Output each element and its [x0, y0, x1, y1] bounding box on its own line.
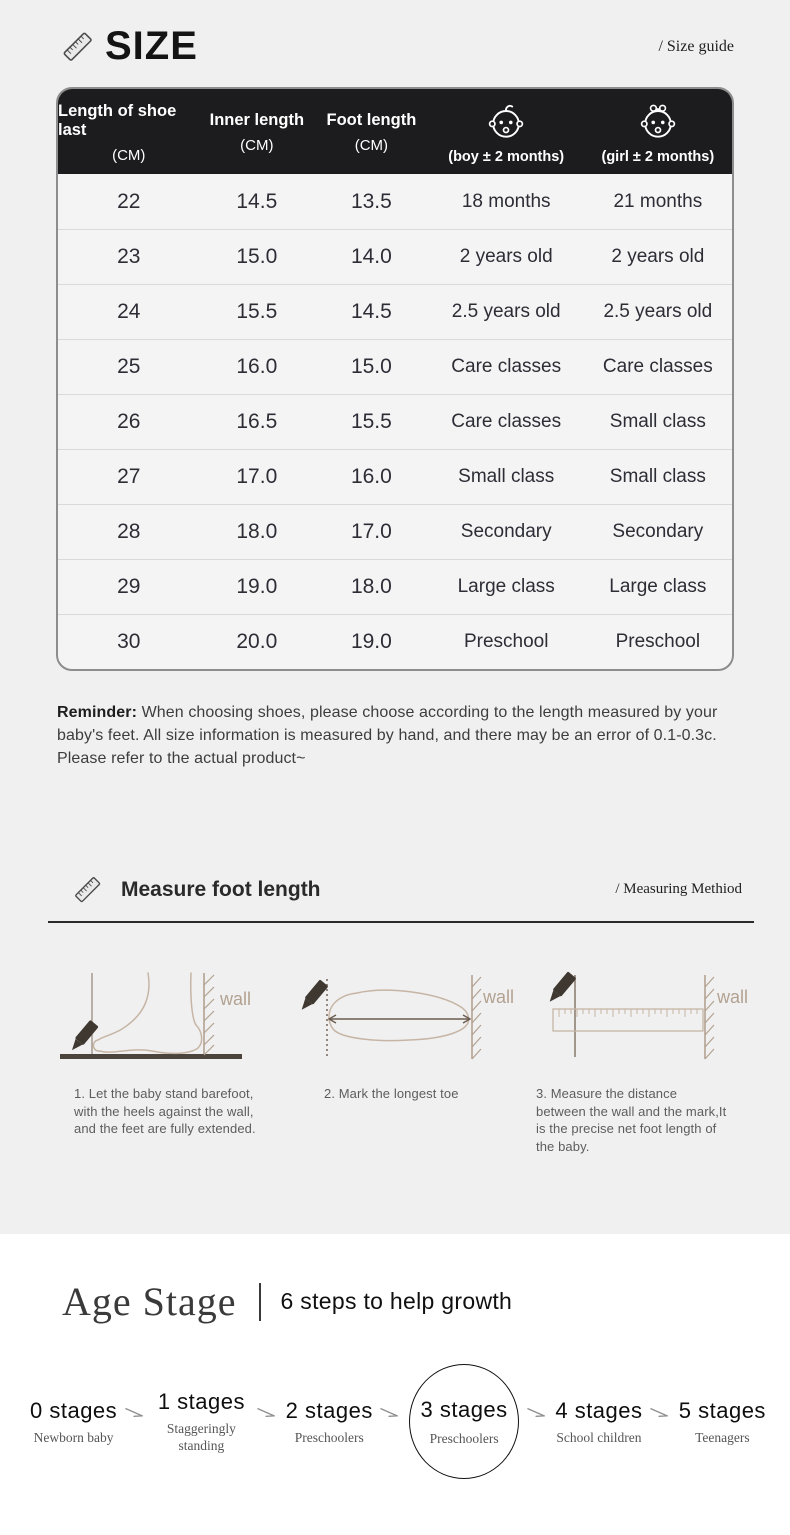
col-header-shoe-last: Length of shoe last (CM) — [58, 101, 177, 164]
table-row: 24 15.5 14.5 2.5 years old 2.5 years old — [58, 284, 732, 339]
svg-text:wall: wall — [717, 987, 749, 1007]
table-row: 30 20.0 19.0 Preschool Preschool — [58, 614, 732, 669]
step1-caption: 1. Let the baby stand barefoot, with the heels against the wall, and the feet are fully extended. — [74, 1086, 256, 1136]
measure-header — [48, 874, 754, 923]
measuring-steps — [56, 1085, 790, 1155]
reminder-text: Reminder: When choosing shoes, please choose according to the length measured by your baby's feet. All size information is measured by hand, and there may be an error of 0.1-0.3c. Please refer to the actual product~ — [57, 704, 718, 767]
size-guide-label: / Size guide — [658, 37, 734, 55]
table-row: 28 18.0 17.0 Secondary Secondary — [58, 504, 732, 559]
size-table — [56, 87, 734, 671]
measure-section-title: Measure foot length — [121, 877, 321, 901]
stage-arrow-icon — [527, 1407, 548, 1419]
table-row: 25 16.0 15.0 Care classes Care classes — [58, 339, 732, 394]
step1-foot-side-illustration — [52, 967, 277, 1069]
table-row: 22 14.5 13.5 18 months 21 months — [117, 189, 703, 213]
stage-arrow-icon — [125, 1407, 146, 1419]
divider — [259, 1283, 261, 1321]
col-header-foot-length: Foot length (CM) — [326, 111, 417, 154]
svg-text:wall: wall — [220, 989, 252, 1009]
step3-caption: 3. Measure the distance between the wall and the mark,It is the precise net foot length of the baby. — [536, 1086, 727, 1154]
size-section-title: SIZE — [105, 24, 198, 68]
ruler-icon — [72, 874, 103, 905]
stage-4: 4 stages School children — [555, 1397, 643, 1445]
reminder-label: Reminder: — [57, 704, 138, 721]
stage-arrow-icon — [380, 1407, 401, 1419]
size-header — [60, 24, 734, 69]
measuring-illustrations — [52, 967, 750, 1069]
col-header-girl: (girl ± 2 months) — [584, 89, 732, 174]
step3-ruler-illustration — [525, 967, 750, 1069]
ruler-icon — [60, 29, 95, 64]
age-stage-section — [0, 1234, 790, 1535]
pencil-icon — [297, 979, 328, 1013]
table-row: 27 17.0 16.0 Small class Small class — [58, 449, 732, 504]
stage-2: 2 stages Preschoolers — [285, 1397, 373, 1445]
baby-boy-icon — [485, 101, 527, 146]
age-stage-subtitle: 6 steps to help growth — [280, 1288, 513, 1314]
stage-arrow-icon — [257, 1407, 278, 1419]
stages-row — [30, 1339, 766, 1504]
stage-0: 0 stages Newborn baby — [30, 1397, 118, 1445]
table-row: 23 15.0 14.0 2 years old 2 years old — [58, 229, 732, 284]
svg-text:wall: wall — [482, 987, 514, 1007]
baby-girl-icon — [637, 101, 679, 146]
col-header-boy: (boy ± 2 months) — [429, 89, 584, 174]
stage-arrow-icon — [650, 1407, 671, 1419]
stage-5: 5 stages Teenagers — [678, 1397, 766, 1445]
pencil-icon — [545, 971, 576, 1005]
table-row: 26 16.5 15.5 Care classes Small class — [58, 394, 732, 449]
col-header-inner-length: Inner length (CM) — [209, 111, 305, 154]
age-stage-title: Age Stage — [62, 1279, 237, 1324]
step2-caption: 2. Mark the longest toe — [324, 1086, 459, 1101]
stage-3-highlighted: 3 stages Preschoolers — [409, 1364, 519, 1479]
table-row: 29 19.0 18.0 Large class Large class — [58, 559, 732, 614]
step2-footprint-illustration — [289, 967, 514, 1069]
age-stage-header — [62, 1278, 790, 1325]
size-table-header — [58, 89, 732, 174]
measuring-method-label: / Measuring Methiod — [615, 881, 742, 897]
stage-1: 1 stages Staggeringly standing — [157, 1389, 245, 1453]
